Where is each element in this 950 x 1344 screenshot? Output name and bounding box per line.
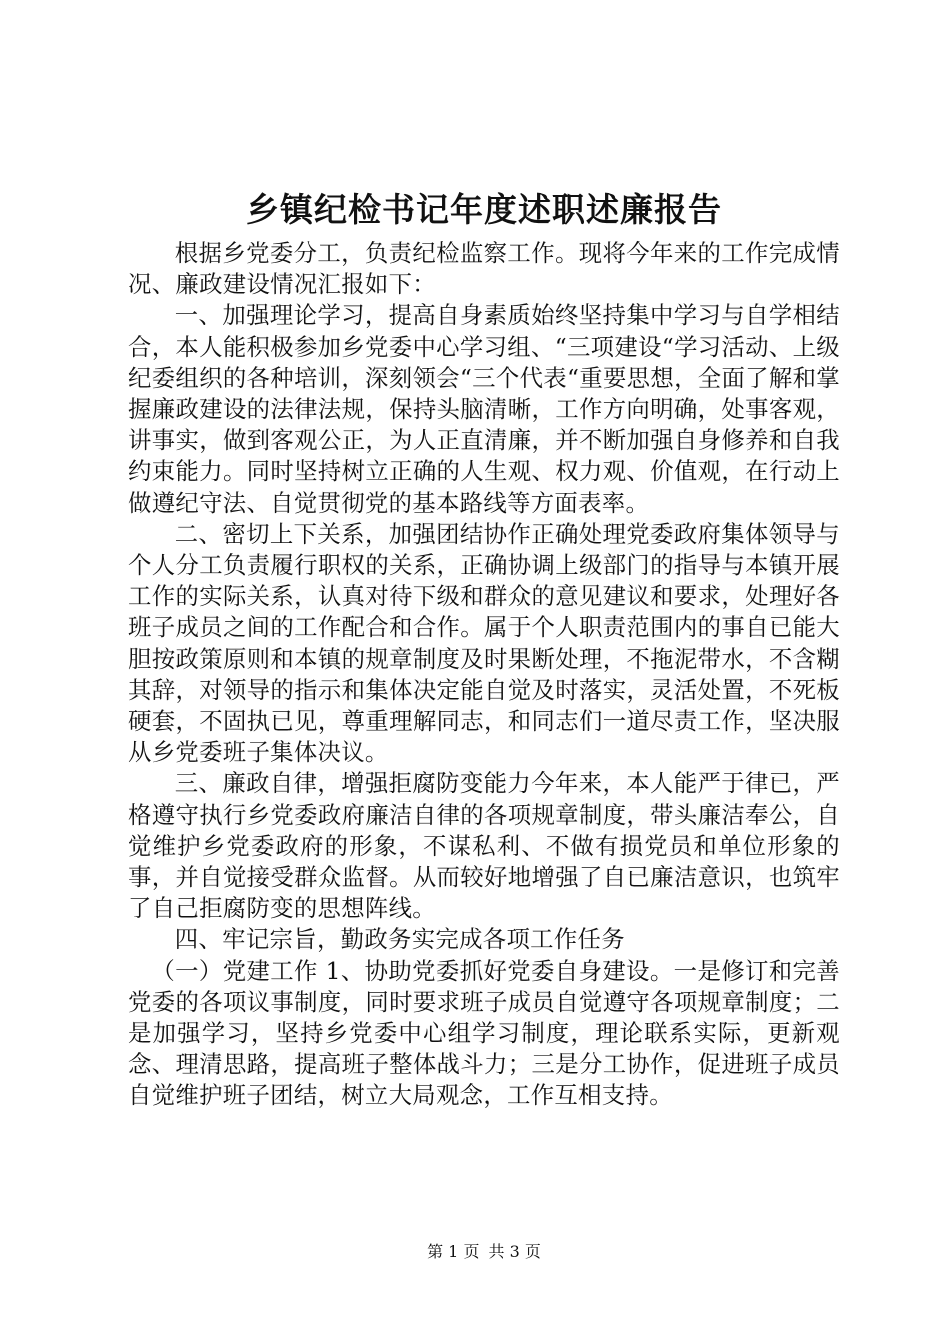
paragraph-section-4-1: （一）党建工作 1、协助党委抓好党委自身建设。一是修订和完善党委的各项议事制度，同时要求班子成员自觉遵守各项规章制度；二是加强学习，坚持乡党委中心组学习制度，理论联系实际，更新观念、理清思路，提高班子整体战斗力；三是分工协作，促进班子成员自觉维护班子团结，树立大局观念，工作互相支持。 bbox=[128, 956, 840, 1110]
document-body bbox=[128, 238, 840, 1112]
paragraph-section-3: 三、廉政自律，增强拒腐防变能力今年来，本人能严于律已，严格遵守执行乡党委政府廉洁自律的各项规章制度，带头廉洁奉公，自觉维护乡党委政府的形象，不谋私利、不做有损党员和单位形象的事，并自觉接受群众监督。从而较好地增强了自已廉洁意识，也筑牢了自己拒腐防变的思想阵线。 bbox=[128, 769, 840, 923]
page-number: 第 1 页 bbox=[427, 1242, 480, 1261]
page-total: 共 3 页 bbox=[488, 1242, 541, 1261]
page-footer bbox=[128, 1241, 840, 1263]
paragraph-section-1: 一、加强理论学习，提高自身素质始终坚持集中学习与自学相结合，本人能积极参加乡党委中心学习组、“三项建设“学习活动、上级纪委组织的各种培训，深刻领会“三个代表“重要思想，全面了解和掌握廉政建设的法律法规，保持头脑清晰，工作方向明确，处事客观，讲事实，做到客观公正，为人正直清廉，并不断加强自身修养和自我约束能力。同时坚持树立正确的人生观、权力观、价值观，在行动上做遵纪守法、自觉贯彻党的基本路线等方面表率。 bbox=[128, 301, 840, 517]
document-page bbox=[128, 0, 840, 1344]
paragraph-intro: 根据乡党委分工，负责纪检监察工作。现将今年来的工作完成情况、廉政建设情况汇报如下： bbox=[128, 239, 840, 299]
paragraph-section-4-heading: 四、牢记宗旨，勤政务实完成各项工作任务 bbox=[174, 925, 625, 954]
document-title: 乡镇纪检书记年度述职述廉报告 bbox=[246, 190, 722, 229]
paragraph-section-2: 二、密切上下关系，加强团结协作正确处理党委政府集体领导与个人分工负责履行职权的关系，正确协调上级部门的指导与本镇开展工作的实际关系，认真对待下级和群众的意见建议和要求，处理好各班子成员之间的工作配合和合作。属于个人职责范围内的事自已能大胆按政策原则和本镇的规章制度及时果断处理，不拖泥带水，不含糊其辞，对领导的指示和集体决定能自觉及时落实，灵活处置，不死板硬套，不固执已见，尊重理解同志，和同志们一道尽责工作，坚决服从乡党委班子集体决议。 bbox=[128, 519, 840, 767]
